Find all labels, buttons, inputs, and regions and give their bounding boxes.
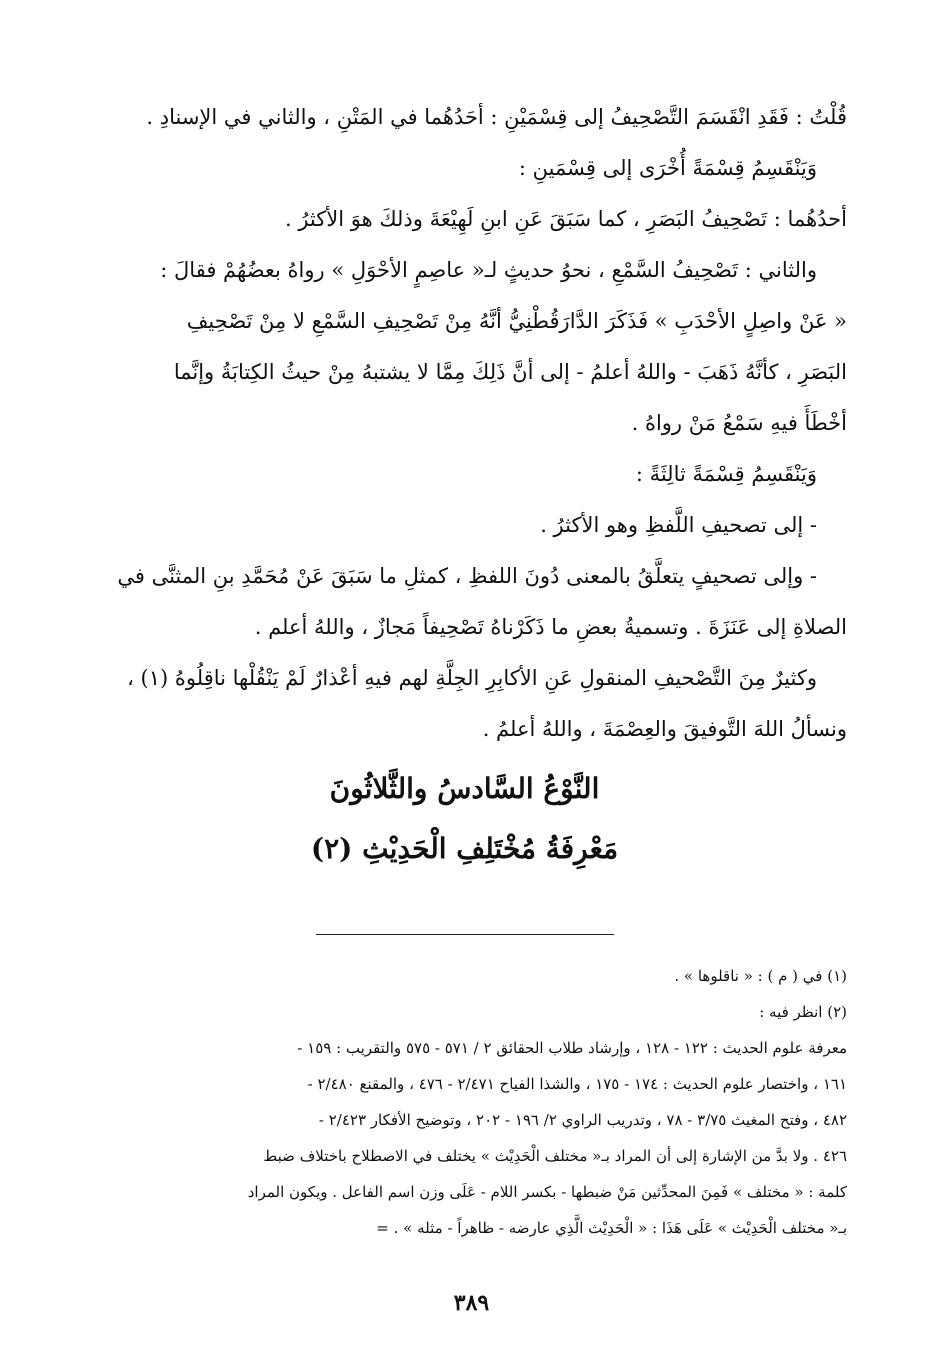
text-line: أخْطَأَ فيهِ سَمْعُ مَنْ رواهُ .: [631, 411, 847, 436]
text-line: - وإلى تصحيفٍ يتعلَّقُ بالمعنى دُونَ اللفظِ ، كمثلِ ما سَبَقَ عَنْ مُحَمَّدِ بنِ المثنَّى في: [117, 564, 817, 589]
text-line: البَصَرِ ، كأنَّهُ ذَهَبَ - واللهُ أعلمُ - إلى أنَّ ذَلِكَ مِمَّا لا يشتبهُ مِنْ حيثُ الكِتابَةُ وإنَّما: [173, 360, 847, 385]
footnote-line: ٤٢٦ . ولا بدَّ من الإشارة إلى أن المراد بـ« مختلف الْحَدِيْث » يختلف في الاصطلاح باختلاف ضبط: [263, 1147, 847, 1165]
text-line: أحدُهُما : تَصْحِيفُ البَصَرِ ، كما سَبَقَ عَنِ ابنِ لَهِيْعَةَ وذلكَ هوَ الأكثرُ .: [284, 207, 847, 232]
footnote-line: كلمة : « مختلف » فَمِنَ المحدِّثين مَنْ ضبطها - بكسر اللام - عَلَى وزن اسم الفاعل . ويكون المراد: [247, 1183, 847, 1201]
section-heading: النَّوْعُ السَّادسُ والثَّلاثُونَ: [329, 772, 600, 805]
page-number: ٣٨٩: [453, 1290, 490, 1316]
text-line: والثاني : تَصْحِيفُ السَّمْعِ ، نحوُ حديثٍ لـ« عاصِمٍ الأحْوَلِ » رواهُ بعضُهُمْ فقالَ :: [160, 258, 817, 283]
footnote-line: ٤٨٢ ، وفتح المغيث ٣/٧٥ - ٧٨ ، وتدريب الراوي ٢/ ١٩٦ - ٢٠٢ ، وتوضيح الأفكار ٢/٤٢٣ -: [318, 1111, 847, 1129]
main-text: [82, 92, 847, 755]
text-line: قُلْتُ : فَقَدِ انْقَسَمَ التَّصْحِيفُ إلى قِسْمَيْنِ : أحَدُهُما في المَتْنِ ، والثاني في الإسنادِ .: [146, 105, 847, 130]
footnote-line: ١٦١ ، واختصار علوم الحديث : ١٧٤ - ١٧٥ ، والشذا الفياح ٢/٤٧١ - ٤٧٦ ، والمقنع ٢/٤٨٠ -: [307, 1075, 847, 1093]
text-line: وَيَنْقَسِمُ قِسْمَةً ثالِثَةً :: [635, 462, 817, 487]
footnote-separator: [316, 934, 614, 935]
text-line: - إلى تصحيفِ اللَّفظِ وهو الأكثرُ .: [540, 513, 817, 538]
text-line: وَيَنْقَسِمُ قِسْمَةً أُخْرَى إلى قِسْمَينِ :: [518, 156, 817, 181]
footnotes: [82, 958, 847, 1246]
text-line: وكثيرٌ مِنَ التَّصْحيفِ المنقولِ عَنِ الأكابِرِ الجِلَّةِ لهم فيهِ أعْذارٌ لَمْ يَنْقُلْها ناقِلُوهُ (١) ،: [127, 666, 817, 691]
footnote-line: (٢) انظر فيه :: [759, 1003, 847, 1021]
text-line: ونسألُ اللهَ التَّوفيقَ والعِصْمَةَ ، واللهُ أعلمُ .: [482, 717, 847, 742]
footnote-line: (١) في ( م ) : « ناقلوها » .: [674, 967, 847, 985]
footnote-line: بـ« مختلف الْحَدِيْث » عَلَى هَذَا : « الْحَدِيْث الَّذِي عارضه - ظاهراً - مثله » . =: [376, 1219, 847, 1237]
text-line: الصلاةِ إلى عَنَزَةَ . وتسميةُ بعضِ ما ذَكَرْناهُ تَصْحِيفاً مَجازٌ ، واللهُ أعلم .: [254, 615, 847, 640]
section-subheading: مَعْرِفَةُ مُخْتَلِفِ الْحَدِيْثِ (٢): [310, 832, 619, 865]
footnote-line: معرفة علوم الحديث : ١٢٢ - ١٢٨ ، وإرشاد طلاب الحقائق ٢ / ٥٧١ - ٥٧٥ والتقريب : ١٥٩ -: [297, 1039, 847, 1057]
text-line: « عَنْ واصِلٍ الأحْدَبِ » فَذَكَرَ الدَّارَقُطْنِيُّ أنَّهُ مِنْ تَصْحِيفِ السَّمْعِ لا مِنْ تَصْحِيفِ: [186, 309, 847, 334]
